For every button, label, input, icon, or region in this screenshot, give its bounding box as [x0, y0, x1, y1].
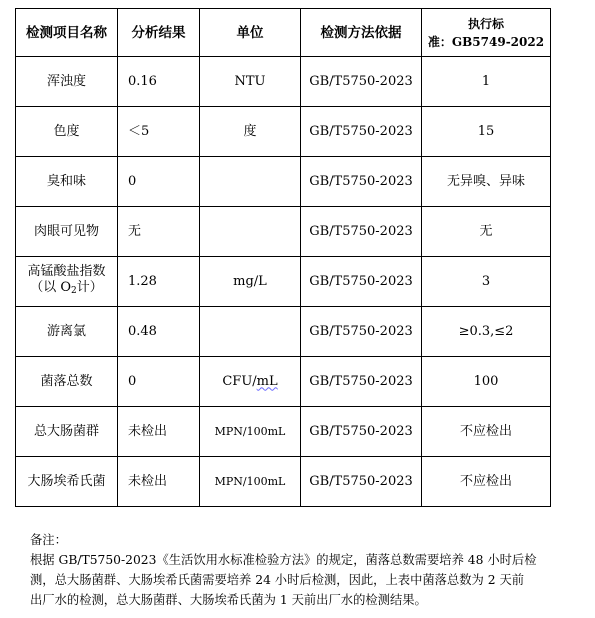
table-row: [16, 357, 551, 407]
cell-result: 0.48: [118, 307, 200, 357]
cell-standard: 无异嗅、异味: [422, 157, 551, 207]
cell-method: GB/T5750-2023: [301, 107, 422, 157]
cell-item: 菌落总数: [16, 357, 118, 407]
cell-item: 色度: [16, 107, 118, 157]
cell-result: 1.28: [118, 257, 200, 307]
notes-line: 出厂水的检测，总大肠菌群、大肠埃希氏菌为 1 天前出厂水的检测结果。: [30, 593, 427, 607]
cell-result: 0: [118, 357, 200, 407]
cell-item-line1: 高锰酸盐指数: [27, 264, 106, 279]
cell-standard: 15: [422, 107, 551, 157]
cell-method: GB/T5750-2023: [301, 407, 422, 457]
table-row: [16, 157, 551, 207]
header-standard: [422, 9, 551, 57]
cell-unit: MPN/100mL: [200, 407, 301, 457]
table-row: [16, 57, 551, 107]
cell-item: 浑浊度: [16, 57, 118, 107]
table-header-row: [16, 9, 551, 57]
cell-result: ＜5: [118, 107, 200, 157]
table-row: [16, 257, 551, 307]
cell-result: 0.16: [118, 57, 200, 107]
cell-result: 未检出: [118, 457, 200, 507]
cell-unit: [200, 307, 301, 357]
cell-item: [16, 257, 118, 307]
table-row: [16, 457, 551, 507]
header-method: 检测方法依据: [301, 9, 422, 57]
header-result: 分析结果: [118, 9, 200, 57]
cell-method: GB/T5750-2023: [301, 357, 422, 407]
header-item-name: 检测项目名称: [16, 9, 118, 57]
notes-section: [30, 530, 590, 610]
cell-unit-pre: CFU/: [222, 373, 257, 389]
cell-standard: 不应检出: [422, 457, 551, 507]
cell-unit: MPN/100mL: [200, 457, 301, 507]
cell-standard: 1: [422, 57, 551, 107]
cell-item: 总大肠菌群: [16, 407, 118, 457]
cell-item-line2-post: 计）: [76, 280, 103, 295]
cell-standard: 不应检出: [422, 407, 551, 457]
cell-method: GB/T5750-2023: [301, 207, 422, 257]
cell-standard: 100: [422, 357, 551, 407]
cell-result: 无: [118, 207, 200, 257]
cell-unit: [200, 357, 301, 407]
cell-unit: NTU: [200, 57, 301, 107]
cell-item: 游离氯: [16, 307, 118, 357]
table-row: [16, 107, 551, 157]
cell-unit: [200, 207, 301, 257]
cell-standard: ≥0.3,≤2: [422, 307, 551, 357]
notes-line: 测，总大肠菌群、大肠埃希氏菌需要培养 24 小时后检测，因此，上表中菌落总数为 2 天前: [30, 573, 525, 587]
cell-item-line2: [16, 280, 117, 299]
cell-standard: 3: [422, 257, 551, 307]
cell-method: GB/T5750-2023: [301, 157, 422, 207]
cell-unit: [200, 157, 301, 207]
table-row: [16, 307, 551, 357]
cell-method: GB/T5750-2023: [301, 57, 422, 107]
cell-item: 肉眼可见物: [16, 207, 118, 257]
header-unit: 单位: [200, 9, 301, 57]
subscript-2: 2: [71, 286, 77, 296]
table-row: [16, 207, 551, 257]
header-standard-line1: 执行标: [467, 16, 504, 31]
cell-item: 大肠埃希氏菌: [16, 457, 118, 507]
cell-unit: mg/L: [200, 257, 301, 307]
cell-unit: 度: [200, 107, 301, 157]
notes-line: 根据 GB/T5750-2023《生活饮用水标准检验方法》的规定，菌落总数需要培养 48 小时后检: [30, 553, 537, 567]
cell-item: 臭和味: [16, 157, 118, 207]
table-row: [16, 407, 551, 457]
cell-method: GB/T5750-2023: [301, 457, 422, 507]
notes-title: 备注：: [30, 533, 67, 547]
water-quality-report-table: [15, 8, 551, 507]
cell-standard: 无: [422, 207, 551, 257]
header-standard-line2: 准：GB5749-2022: [427, 34, 545, 49]
cell-method: GB/T5750-2023: [301, 307, 422, 357]
cell-item-line2-pre: （以 O: [30, 280, 72, 295]
cell-method: GB/T5750-2023: [301, 257, 422, 307]
cell-unit-spellcheck-mark: mL: [256, 373, 278, 389]
cell-result: 未检出: [118, 407, 200, 457]
cell-result: 0: [118, 157, 200, 207]
